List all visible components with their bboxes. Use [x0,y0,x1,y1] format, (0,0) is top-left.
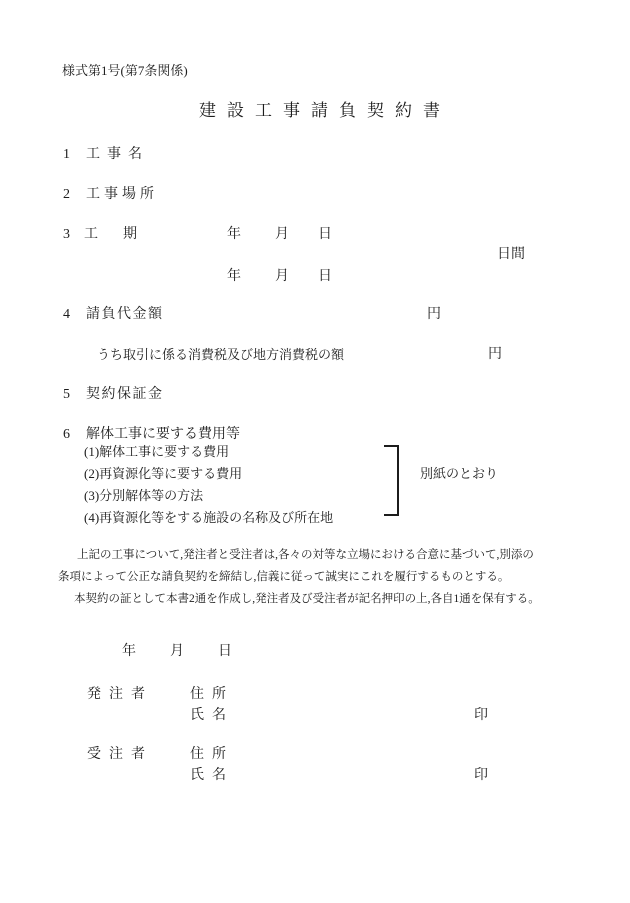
contractor-address-label: 住所 [190,747,234,762]
item-5-contract-deposit-label: 契約保証金 [86,387,164,402]
item-2-work-location-label: 工事場所 [86,187,158,202]
period-end-day-label: 日 [318,269,332,284]
item-6-demolition-costs-label: 解体工事に要する費用等 [86,427,240,442]
item-4-contract-amount-label: 請負代金額 [86,307,164,322]
owner-name-label: 氏名 [190,708,234,723]
signature-date-day-label: 日 [218,644,232,659]
period-duration-label: 日間 [497,247,525,262]
owner-label: 発注者 [87,687,153,702]
contractor-seal-mark: 印 [474,768,488,783]
see-attached-note: 別紙のとおり [420,466,499,481]
item-1-number: 1 [63,147,70,162]
demolition-sub-item-3: (3)分別解体等の方法 [84,488,204,503]
demolition-sub-item-2: (2)再資源化等に要する費用 [84,466,243,481]
body-paragraph-line-3: 本契約の証として本書2通を作成し,発注者及び受注者が記名押印の上,各自1通を保有する。 [74,593,540,605]
page-title: 建設工事請負契約書 [199,101,451,120]
item-6-number: 6 [63,427,70,442]
consumption-tax-yen-label: 円 [488,347,502,362]
owner-seal-mark: 印 [474,708,488,723]
period-end-month-label: 月 [275,269,289,284]
contractor-name-label: 氏名 [190,768,234,783]
body-paragraph-line-2: 条項によって公正な請負契約を締結し,信義に従って誠実にこれを履行するものとする。 [58,571,510,583]
item-3-work-period-label: 工期 [84,227,162,242]
demolition-sub-item-4: (4)再資源化等をする施設の名称及び所在地 [84,510,334,525]
item-2-number: 2 [63,187,70,202]
signature-date-year-label: 年 [122,644,136,659]
grouping-bracket [384,445,399,516]
signature-date-month-label: 月 [170,644,184,659]
period-start-month-label: 月 [275,227,289,242]
item-5-number: 5 [63,387,70,402]
form-number: 様式第1号(第7条関係) [62,63,188,78]
body-paragraph-line-1: 上記の工事について,発注者と受注者は,各々の対等な立場における合意に基づいて,別添の [77,549,534,561]
item-4-number: 4 [63,307,70,322]
period-end-year-label: 年 [227,269,241,284]
period-start-day-label: 日 [318,227,332,242]
demolition-sub-item-1: (1)解体工事に要する費用 [84,444,230,459]
contract-amount-yen-label: 円 [427,307,441,322]
consumption-tax-note: うち取引に係る消費税及び地方消費税の額 [97,347,345,362]
item-3-number: 3 [63,227,70,242]
contractor-label: 受注者 [87,747,153,762]
owner-address-label: 住所 [190,687,234,702]
item-1-work-name-label: 工事名 [86,147,149,162]
period-start-year-label: 年 [227,227,241,242]
